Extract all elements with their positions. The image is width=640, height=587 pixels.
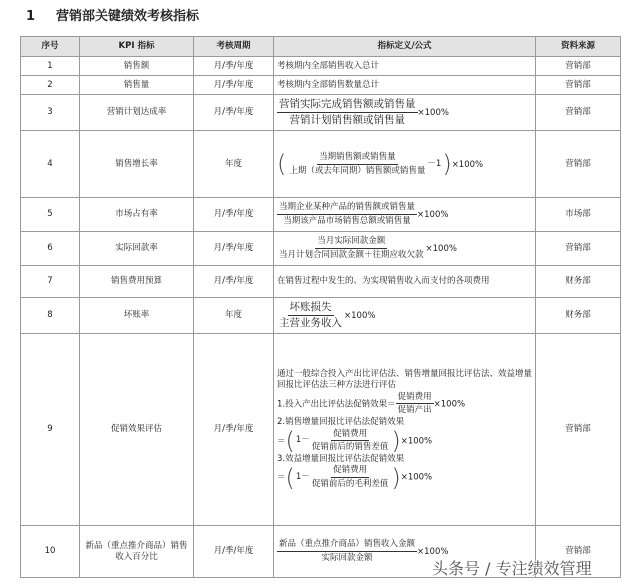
formula-suffix: ×100% <box>433 399 466 410</box>
formula-one-minus: 1－ <box>295 435 310 446</box>
formula-numerator: 当期销售额或销售量 <box>317 152 398 165</box>
row-period: 月/季/年度 <box>194 76 274 95</box>
table-row <box>21 57 621 76</box>
row-no: 4 <box>21 131 80 198</box>
row-source: 财务部 <box>536 298 621 334</box>
row-definition <box>274 298 536 334</box>
row-period: 月/季/年度 <box>194 232 274 266</box>
row-kpi: 销售额 <box>80 57 194 76</box>
row-period: 月/季/年度 <box>194 266 274 298</box>
formula-fraction <box>310 429 391 453</box>
table-row <box>21 266 621 298</box>
kpi-table <box>20 36 621 578</box>
formula-denominator: 营销计划销售额或销售量 <box>289 114 405 126</box>
formula-numerator: 当月实际回款金额 <box>315 236 387 249</box>
header-period: 考核周期 <box>194 37 274 57</box>
row-definition <box>274 95 536 131</box>
formula-denominator: 促销前后的销售差值 <box>311 442 389 453</box>
row-kpi: 销售量 <box>80 76 194 95</box>
section-heading: 营销部关键绩效考核指标 <box>56 9 200 24</box>
formula-numerator: 坏账损失 <box>288 301 334 316</box>
formula-denominator: 上期（或去年同期）销售额或销售量 <box>289 165 426 176</box>
formula-fraction <box>277 539 417 563</box>
formula-fraction <box>287 152 427 176</box>
table-row <box>21 298 621 334</box>
row-no: 2 <box>21 76 80 95</box>
watermark: 头条号 / 专注绩效管理 <box>432 559 592 578</box>
method-2-label: 2.销售增量回报比评估法促销效果 <box>277 416 405 427</box>
formula-parenthesis: ( 1－ $\frac{\text{促销费用}}{\text{促销前后的毛利差值}}$ ) <box>285 463 401 492</box>
row-definition <box>274 232 536 266</box>
row-no: 10 <box>21 526 80 578</box>
method-intro: 通过一般综合投入产出比评估法、销售增量回报比评估法、效益增量回报比评估法三种方法进行评估 <box>277 369 533 390</box>
table-row <box>21 334 621 526</box>
formula-parenthesis: ( 1－ $\frac{\text{促销费用}}{\text{促销前后的销售差值}}$ ) <box>285 426 401 455</box>
row-source: 财务部 <box>536 266 621 298</box>
row-source: 营销部 <box>536 334 621 526</box>
row-period: 月/季/年度 <box>194 334 274 526</box>
row-no: 1 <box>21 57 80 76</box>
formula-fraction <box>396 392 434 416</box>
row-no: 3 <box>21 95 80 131</box>
row-source: 营销部 <box>536 232 621 266</box>
row-source: 营销部 <box>536 76 621 95</box>
method-1-label: 1.投入产出比评估法促销效果＝ <box>277 399 396 410</box>
row-period: 年度 <box>194 131 274 198</box>
table-header-row <box>21 37 621 57</box>
row-definition: 考核期内全部销售数量总计 <box>274 76 536 95</box>
formula-suffix: ×100% <box>425 244 457 254</box>
row-no: 7 <box>21 266 80 298</box>
table-row <box>21 95 621 131</box>
section-number: 1 <box>26 9 36 24</box>
formula-suffix: ×100% <box>417 108 449 118</box>
formula-suffix: ×100% <box>344 311 376 321</box>
row-kpi: 坏账率 <box>80 298 194 334</box>
formula-numerator: 促销费用 <box>396 392 434 405</box>
formula-minus: －1 <box>427 158 442 169</box>
formula-equals: ＝ <box>277 473 286 483</box>
table-row <box>21 131 621 198</box>
formula-fraction <box>310 465 391 489</box>
row-source: 营销部 <box>536 526 621 578</box>
formula-numerator: 营销实际完成销售额或销售量 <box>277 98 418 113</box>
formula-denominator: 主营业务收入 <box>279 317 342 329</box>
formula-suffix: ×100% <box>417 210 449 220</box>
method-2-formula <box>277 426 532 455</box>
row-period: 月/季/年度 <box>194 95 274 131</box>
formula-denominator: 当月计划合同回款金额＋往期应收欠款 <box>279 250 424 260</box>
row-no: 5 <box>21 198 80 232</box>
method-1 <box>277 392 532 416</box>
row-definition <box>274 131 536 198</box>
formula-fraction <box>277 202 417 226</box>
row-definition: 在销售过程中发生的、为实现销售收入而支付的各项费用 <box>274 266 536 298</box>
row-kpi: 营销计划达成率 <box>80 95 194 131</box>
formula-fraction <box>277 98 418 127</box>
row-source: 营销部 <box>536 57 621 76</box>
header-definition: 指标定义/公式 <box>274 37 536 57</box>
formula-suffix: ×100% <box>451 159 484 170</box>
row-kpi: 新品（重点推介商品）销售收入百分比 <box>80 526 194 578</box>
table-row <box>21 76 621 95</box>
formula-denominator: 实际回款金额 <box>321 553 373 563</box>
table-row <box>21 198 621 232</box>
formula-suffix: ×100% <box>417 547 449 557</box>
formula-denominator: 促销产出 <box>397 405 432 416</box>
row-period: 年度 <box>194 298 274 334</box>
table-row <box>21 232 621 266</box>
formula-fraction <box>277 301 344 330</box>
row-definition <box>274 198 536 232</box>
row-definition <box>274 334 536 526</box>
row-period: 月/季/年度 <box>194 57 274 76</box>
row-source: 营销部 <box>536 131 621 198</box>
formula-fraction <box>277 236 426 260</box>
row-definition: 考核期内全部销售收入总计 <box>274 57 536 76</box>
formula-numerator: 促销费用 <box>331 465 369 478</box>
formula-one-minus: 1－ <box>295 472 310 483</box>
formula-parenthesis: ( $\frac{\text{当期销售额或销售量}}{\text{上期（或去年同期）销售额或销售量}}$ －1 ) <box>277 150 452 178</box>
formula-numerator: 当期企业某种产品的销售额或销售量 <box>277 202 417 215</box>
row-no: 8 <box>21 298 80 334</box>
formula-denominator: 当期该产品市场销售总额或销售量 <box>283 216 411 226</box>
row-source: 市场部 <box>536 198 621 232</box>
row-no: 6 <box>21 232 80 266</box>
formula-denominator: 促销前后的毛利差值 <box>311 479 389 489</box>
header-no: 序号 <box>21 37 80 57</box>
row-kpi: 销售增长率 <box>80 131 194 198</box>
method-3-label: 3.效益增量回报比评估法促销效果 <box>277 453 405 464</box>
header-source: 资料来源 <box>536 37 621 57</box>
section-title <box>26 5 199 24</box>
row-kpi: 市场占有率 <box>80 198 194 232</box>
method-3-formula <box>277 463 532 492</box>
row-kpi: 实际回款率 <box>80 232 194 266</box>
row-kpi: 促销效果评估 <box>80 334 194 526</box>
row-period: 月/季/年度 <box>194 526 274 578</box>
formula-suffix: ×100% <box>400 473 433 483</box>
formula-suffix: ×100% <box>400 436 433 447</box>
row-kpi: 销售费用预算 <box>80 266 194 298</box>
formula-equals: ＝ <box>277 436 286 447</box>
header-kpi: KPI 指标 <box>80 37 194 57</box>
formula-numerator: 新品（重点推介商品）销售收入金额 <box>277 539 417 552</box>
row-source: 营销部 <box>536 95 621 131</box>
formula-numerator: 促销费用 <box>331 429 369 442</box>
row-no: 9 <box>21 334 80 526</box>
row-period: 月/季/年度 <box>194 198 274 232</box>
